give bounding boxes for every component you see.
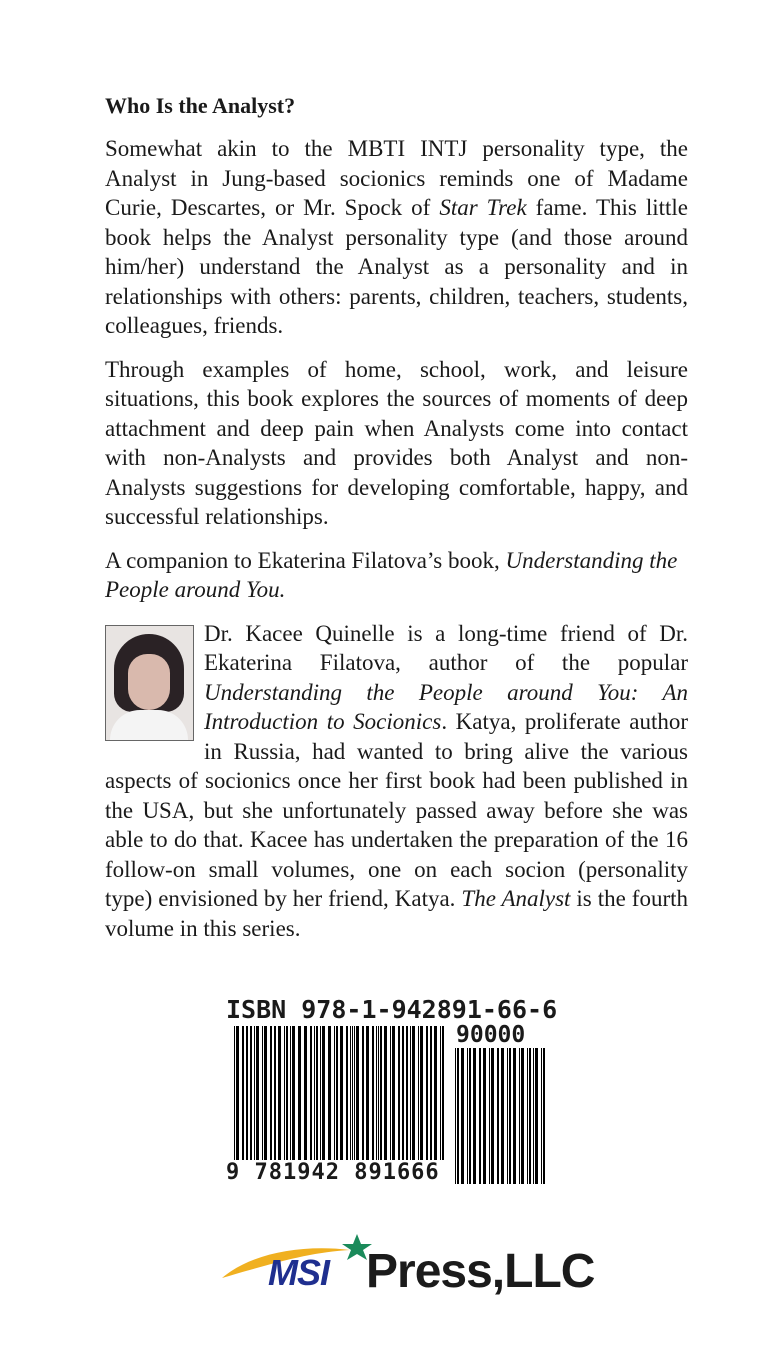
- barcode-bar: [270, 1026, 272, 1176]
- barcode-bar: [246, 1026, 248, 1176]
- author-photo: [105, 625, 194, 741]
- back-cover-text: [105, 92, 688, 943]
- barcode-bar: [346, 1026, 348, 1176]
- barcode-bar: [529, 1048, 531, 1184]
- barcode-bar: [284, 1026, 285, 1176]
- bio-text-c: is the fourth volume in this series.: [105, 886, 688, 941]
- barcode-bar: [489, 1048, 490, 1184]
- addon-bars: [455, 1048, 547, 1184]
- barcode-bar: [376, 1026, 377, 1176]
- barcode-bar: [322, 1026, 325, 1176]
- barcode-bar: [455, 1048, 456, 1184]
- barcode-bar: [501, 1048, 504, 1184]
- barcode-bar: [320, 1026, 321, 1176]
- barcode-bar: [292, 1026, 295, 1176]
- barcode-bar: [304, 1026, 307, 1176]
- barcode-bar: [402, 1026, 404, 1176]
- barcode-bar: [336, 1026, 338, 1176]
- barcode-bar: [398, 1026, 400, 1176]
- barcode-bar: [497, 1048, 499, 1184]
- price-code: 90000: [456, 1022, 526, 1048]
- barcode-bar: [535, 1048, 538, 1184]
- barcode-bar: [507, 1048, 508, 1184]
- barcode-bar: [372, 1026, 374, 1176]
- author-bio: [105, 619, 688, 944]
- barcode-bar: [236, 1026, 239, 1176]
- ean-bars: [234, 1026, 446, 1176]
- barcode-bar: [278, 1026, 281, 1176]
- barcode-bar: [290, 1026, 291, 1176]
- barcode-bar: [513, 1048, 516, 1184]
- barcode-bar: [314, 1026, 315, 1176]
- barcode-bar: [410, 1026, 411, 1176]
- isbn-label: ISBN 978-1-942891-66-6: [226, 995, 558, 1024]
- barcode-bar: [442, 1026, 444, 1176]
- barcode-bar: [543, 1048, 545, 1184]
- barcode-bar: [340, 1026, 343, 1176]
- p3-text: A companion to Ekaterina Filatova’s book,: [105, 547, 506, 573]
- barcode-bar: [533, 1048, 534, 1184]
- barcode-bar: [354, 1026, 355, 1176]
- logo-msi: MSI: [268, 1252, 330, 1293]
- barcode-bar: [362, 1026, 364, 1176]
- barcode-bar: [380, 1026, 382, 1176]
- barcode-bar: [392, 1026, 395, 1176]
- barcode-bar: [418, 1026, 419, 1176]
- photo-face: [128, 654, 170, 710]
- barcode-bar: [366, 1026, 369, 1176]
- barcode-bar: [509, 1048, 511, 1184]
- barcode-bar: [541, 1048, 542, 1184]
- barcode-bar: [473, 1048, 476, 1184]
- barcode-bar: [274, 1026, 276, 1176]
- barcode-bar: [310, 1026, 312, 1176]
- ean-digits: 9 781942 891666: [226, 1160, 444, 1185]
- barcode-bar: [461, 1048, 464, 1184]
- description-paragraph-2: Through examples of home, school, work, and leisure situations, this book explores the sources of moments of deep attachment and deep pain when Analysts come into contact with non-Analysts and provides both Analyst and non-Analysts suggestions for developing comfortable, happy, and successful relationships.: [105, 356, 688, 529]
- barcode-bar: [519, 1048, 520, 1184]
- barcode-bar: [286, 1026, 288, 1176]
- barcode-bar: [334, 1026, 335, 1176]
- barcode-bar: [352, 1026, 353, 1176]
- description-paragraph-1: [105, 134, 688, 341]
- barcode-bar: [440, 1026, 441, 1176]
- barcode-bar: [328, 1026, 331, 1176]
- barcode-bar: [527, 1048, 528, 1184]
- barcode-bar: [467, 1048, 468, 1184]
- barcode-bar: [250, 1026, 252, 1176]
- barcode-bar: [426, 1026, 428, 1176]
- companion-note: [105, 546, 688, 605]
- barcode-bar: [390, 1026, 391, 1176]
- barcode-bar: [316, 1026, 318, 1176]
- barcode-bar: [469, 1048, 471, 1184]
- barcode-bar: [412, 1026, 415, 1176]
- barcode-bar: [457, 1048, 459, 1184]
- barcode-bar: [264, 1026, 267, 1176]
- barcode-bar: [254, 1026, 255, 1176]
- barcode-bar: [262, 1026, 263, 1176]
- barcode-bar: [420, 1026, 423, 1176]
- barcode-bar: [350, 1026, 351, 1176]
- barcode-bar: [521, 1048, 524, 1184]
- barcode-bar: [234, 1026, 235, 1176]
- barcode-bar: [378, 1026, 379, 1176]
- photo-shirt: [110, 710, 188, 741]
- barcode-bar: [483, 1048, 486, 1184]
- publisher-logo: [220, 1230, 595, 1300]
- p1-text-b: fame. This little book helps the Analyst personality type (and those around him/her) understand the Analyst as a personality and in relationships with others: parents, children, teachers, students, colleagues, friends.: [105, 195, 688, 338]
- bio-italic-1: Understanding the People around You: An Introduction to Socionics: [204, 679, 688, 734]
- barcode-bar: [256, 1026, 259, 1176]
- p1-text-a: Somewhat akin to the MBTI INTJ personality type, the Analyst in Jung-based socionics reminds one of Madame Curie, Descartes, or Mr. Spock of: [105, 136, 688, 220]
- barcode-bar: [356, 1026, 359, 1176]
- barcode-bar: [298, 1026, 301, 1176]
- bio-italic-2: The Analyst: [461, 886, 571, 911]
- barcode-bar: [479, 1048, 481, 1184]
- barcode-bar: [384, 1026, 387, 1176]
- barcode-bar: [434, 1026, 437, 1176]
- bio-text-a: Dr. Kacee Quinelle is a long-time friend of Dr. Ekaterina Filatova, author of the popular: [204, 620, 688, 675]
- barcode-bar: [406, 1026, 408, 1176]
- isbn-barcode: [226, 995, 558, 1186]
- bio-text-b: . Katya, proliferate author in Russia, had wanted to bring alive the various aspects of socionics once her first book had been published in the USA, but she unfortunately passed away before she was able to do that. Kacee has undertaken the preparation of the 16 follow-on small volumes, one on each socion (personality type) envisioned by her friend, Katya.: [105, 709, 688, 911]
- barcode-bar: [430, 1026, 432, 1176]
- heading: Who Is the Analyst?: [105, 93, 296, 118]
- p1-italic: Star Trek: [439, 195, 527, 220]
- barcode-bar: [242, 1026, 244, 1176]
- logo-press-name: Press,LLC: [366, 1245, 595, 1298]
- barcode-bar: [491, 1048, 494, 1184]
- p3-italic: Understanding the People around You.: [105, 547, 678, 602]
